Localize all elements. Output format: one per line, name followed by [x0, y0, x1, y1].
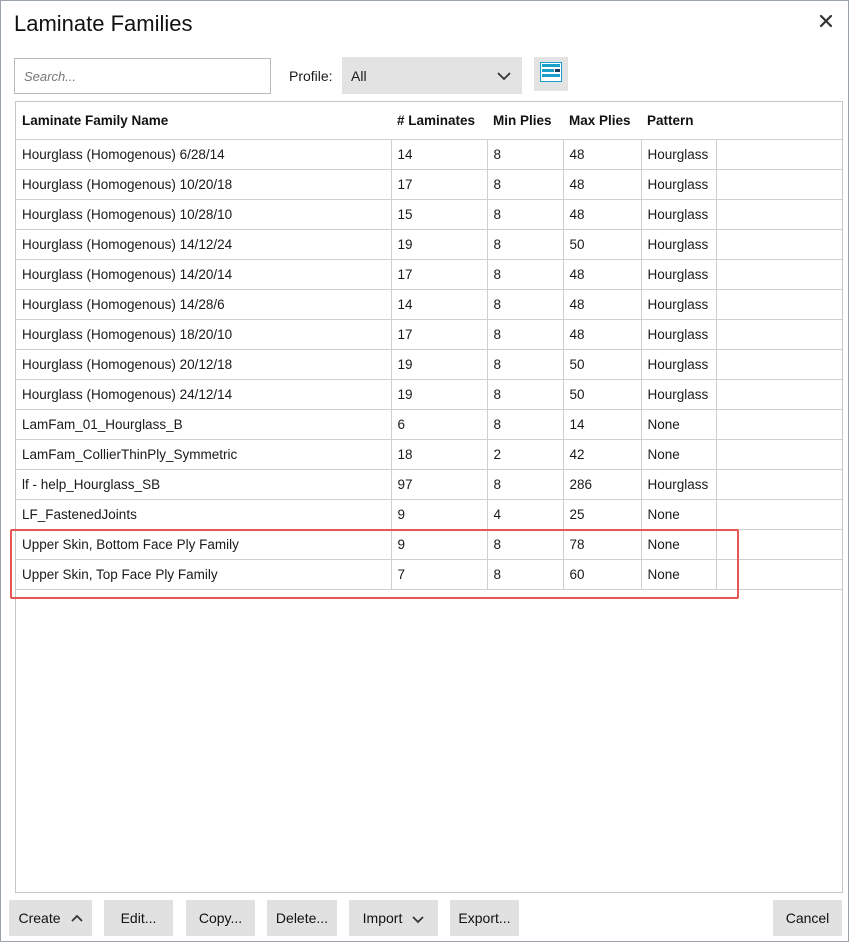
cell-min-plies: 8	[487, 559, 563, 589]
cell-filler	[716, 199, 842, 229]
cell-max-plies: 60	[563, 559, 641, 589]
cell-max-plies: 50	[563, 229, 641, 259]
cell-pattern: Hourglass	[641, 229, 716, 259]
cell-filler	[716, 529, 842, 559]
cell-filler	[716, 379, 842, 409]
create-button[interactable]	[9, 900, 92, 936]
delete-button[interactable]: Delete...	[267, 900, 337, 936]
laminate-family-table	[15, 101, 843, 893]
cell-filler	[716, 319, 842, 349]
cell-laminates: 14	[391, 289, 487, 319]
cell-laminates: 7	[391, 559, 487, 589]
column-settings-icon	[540, 62, 562, 87]
cell-filler	[716, 259, 842, 289]
edit-button[interactable]: Edit...	[104, 900, 173, 936]
table-row[interactable]	[16, 529, 842, 559]
cell-min-plies: 8	[487, 289, 563, 319]
table-row[interactable]	[16, 559, 842, 589]
table-row[interactable]	[16, 499, 842, 529]
close-icon[interactable]	[818, 13, 834, 29]
cell-filler	[716, 559, 842, 589]
table-header-row	[16, 102, 842, 139]
cell-laminates: 14	[391, 139, 487, 169]
table-row[interactable]	[16, 139, 842, 169]
cell-name: Hourglass (Homogenous) 10/28/10	[16, 199, 391, 229]
cell-pattern: Hourglass	[641, 259, 716, 289]
cell-laminates: 19	[391, 349, 487, 379]
cell-filler	[716, 499, 842, 529]
cell-min-plies: 8	[487, 319, 563, 349]
table-row[interactable]	[16, 319, 842, 349]
chevron-down-icon	[412, 912, 424, 924]
cell-max-plies: 50	[563, 379, 641, 409]
cell-filler	[716, 409, 842, 439]
column-header-laminates[interactable]: # Laminates	[391, 102, 487, 139]
dialog-title: Laminate Families	[14, 11, 193, 36]
cell-filler	[716, 439, 842, 469]
cell-laminates: 6	[391, 409, 487, 439]
cell-filler	[716, 229, 842, 259]
table-row[interactable]	[16, 259, 842, 289]
table-row[interactable]	[16, 409, 842, 439]
cell-pattern: None	[641, 559, 716, 589]
cell-name: Hourglass (Homogenous) 10/20/18	[16, 169, 391, 199]
cell-laminates: 17	[391, 169, 487, 199]
cell-pattern: None	[641, 439, 716, 469]
cell-laminates: 97	[391, 469, 487, 499]
cell-laminates: 19	[391, 379, 487, 409]
cell-name: Upper Skin, Bottom Face Ply Family	[16, 529, 391, 559]
cell-max-plies: 48	[563, 259, 641, 289]
cell-filler	[716, 469, 842, 499]
profile-label: Profile:	[289, 68, 333, 84]
cell-max-plies: 48	[563, 169, 641, 199]
cell-min-plies: 8	[487, 259, 563, 289]
cell-min-plies: 8	[487, 139, 563, 169]
cell-max-plies: 48	[563, 139, 641, 169]
cell-laminates: 9	[391, 499, 487, 529]
chevron-up-icon	[71, 912, 83, 924]
cell-max-plies: 48	[563, 289, 641, 319]
cell-name: Hourglass (Homogenous) 18/20/10	[16, 319, 391, 349]
import-label: Import	[362, 910, 403, 926]
cell-pattern: Hourglass	[641, 469, 716, 499]
cell-pattern: Hourglass	[641, 349, 716, 379]
cell-laminates: 18	[391, 439, 487, 469]
column-settings-button[interactable]	[534, 57, 568, 91]
cell-max-plies: 42	[563, 439, 641, 469]
cell-max-plies: 286	[563, 469, 641, 499]
cell-min-plies: 8	[487, 229, 563, 259]
cell-min-plies: 8	[487, 379, 563, 409]
cell-filler	[716, 169, 842, 199]
cell-min-plies: 4	[487, 499, 563, 529]
cell-pattern: Hourglass	[641, 319, 716, 349]
cell-min-plies: 8	[487, 199, 563, 229]
search-input[interactable]	[14, 58, 271, 94]
cell-filler	[716, 139, 842, 169]
table-row[interactable]	[16, 199, 842, 229]
cell-laminates: 17	[391, 259, 487, 289]
cell-name: Upper Skin, Top Face Ply Family	[16, 559, 391, 589]
cell-name: Hourglass (Homogenous) 6/28/14	[16, 139, 391, 169]
table-row[interactable]	[16, 169, 842, 199]
cancel-button[interactable]: Cancel	[773, 900, 842, 936]
column-header-name[interactable]: Laminate Family Name	[16, 102, 391, 139]
cell-laminates: 19	[391, 229, 487, 259]
cell-pattern: Hourglass	[641, 139, 716, 169]
cell-pattern: None	[641, 529, 716, 559]
cell-max-plies: 50	[563, 349, 641, 379]
cell-pattern: Hourglass	[641, 169, 716, 199]
cell-name: LF_FastenedJoints	[16, 499, 391, 529]
cell-filler	[716, 349, 842, 379]
cell-name: Hourglass (Homogenous) 20/12/18	[16, 349, 391, 379]
table-row[interactable]	[16, 439, 842, 469]
cell-filler	[716, 289, 842, 319]
cell-max-plies: 78	[563, 529, 641, 559]
table-row[interactable]	[16, 229, 842, 259]
cell-laminates: 9	[391, 529, 487, 559]
cell-min-plies: 8	[487, 169, 563, 199]
cell-pattern: None	[641, 499, 716, 529]
cell-name: Hourglass (Homogenous) 14/20/14	[16, 259, 391, 289]
cell-name: lf - help_Hourglass_SB	[16, 469, 391, 499]
import-button[interactable]	[349, 900, 438, 936]
column-header-max-plies[interactable]: Max Plies	[563, 102, 641, 139]
cell-pattern: Hourglass	[641, 199, 716, 229]
cell-pattern: Hourglass	[641, 289, 716, 319]
cell-min-plies: 2	[487, 439, 563, 469]
cell-name: Hourglass (Homogenous) 24/12/14	[16, 379, 391, 409]
cell-laminates: 17	[391, 319, 487, 349]
table-row[interactable]	[16, 469, 842, 499]
profile-select[interactable]	[342, 57, 522, 94]
cell-min-plies: 8	[487, 529, 563, 559]
cell-name: LamFam_01_Hourglass_B	[16, 409, 391, 439]
cell-min-plies: 8	[487, 409, 563, 439]
table-row[interactable]	[16, 379, 842, 409]
copy-button[interactable]: Copy...	[186, 900, 255, 936]
cell-laminates: 15	[391, 199, 487, 229]
table-row[interactable]	[16, 289, 842, 319]
chevron-down-icon	[497, 69, 511, 83]
cell-name: Hourglass (Homogenous) 14/12/24	[16, 229, 391, 259]
cell-max-plies: 48	[563, 199, 641, 229]
column-header-pattern[interactable]: Pattern	[641, 102, 716, 139]
cell-max-plies: 25	[563, 499, 641, 529]
profile-selected-value: All	[351, 67, 367, 84]
export-button[interactable]: Export...	[450, 900, 519, 936]
column-header-filler	[716, 102, 842, 139]
column-header-min-plies[interactable]: Min Plies	[487, 102, 563, 139]
cell-name: LamFam_CollierThinPly_Symmetric	[16, 439, 391, 469]
cell-pattern: Hourglass	[641, 379, 716, 409]
cell-max-plies: 48	[563, 319, 641, 349]
cell-min-plies: 8	[487, 349, 563, 379]
cell-pattern: None	[641, 409, 716, 439]
cell-name: Hourglass (Homogenous) 14/28/6	[16, 289, 391, 319]
table-row[interactable]	[16, 349, 842, 379]
create-label: Create	[18, 910, 61, 926]
cell-max-plies: 14	[563, 409, 641, 439]
cell-min-plies: 8	[487, 469, 563, 499]
